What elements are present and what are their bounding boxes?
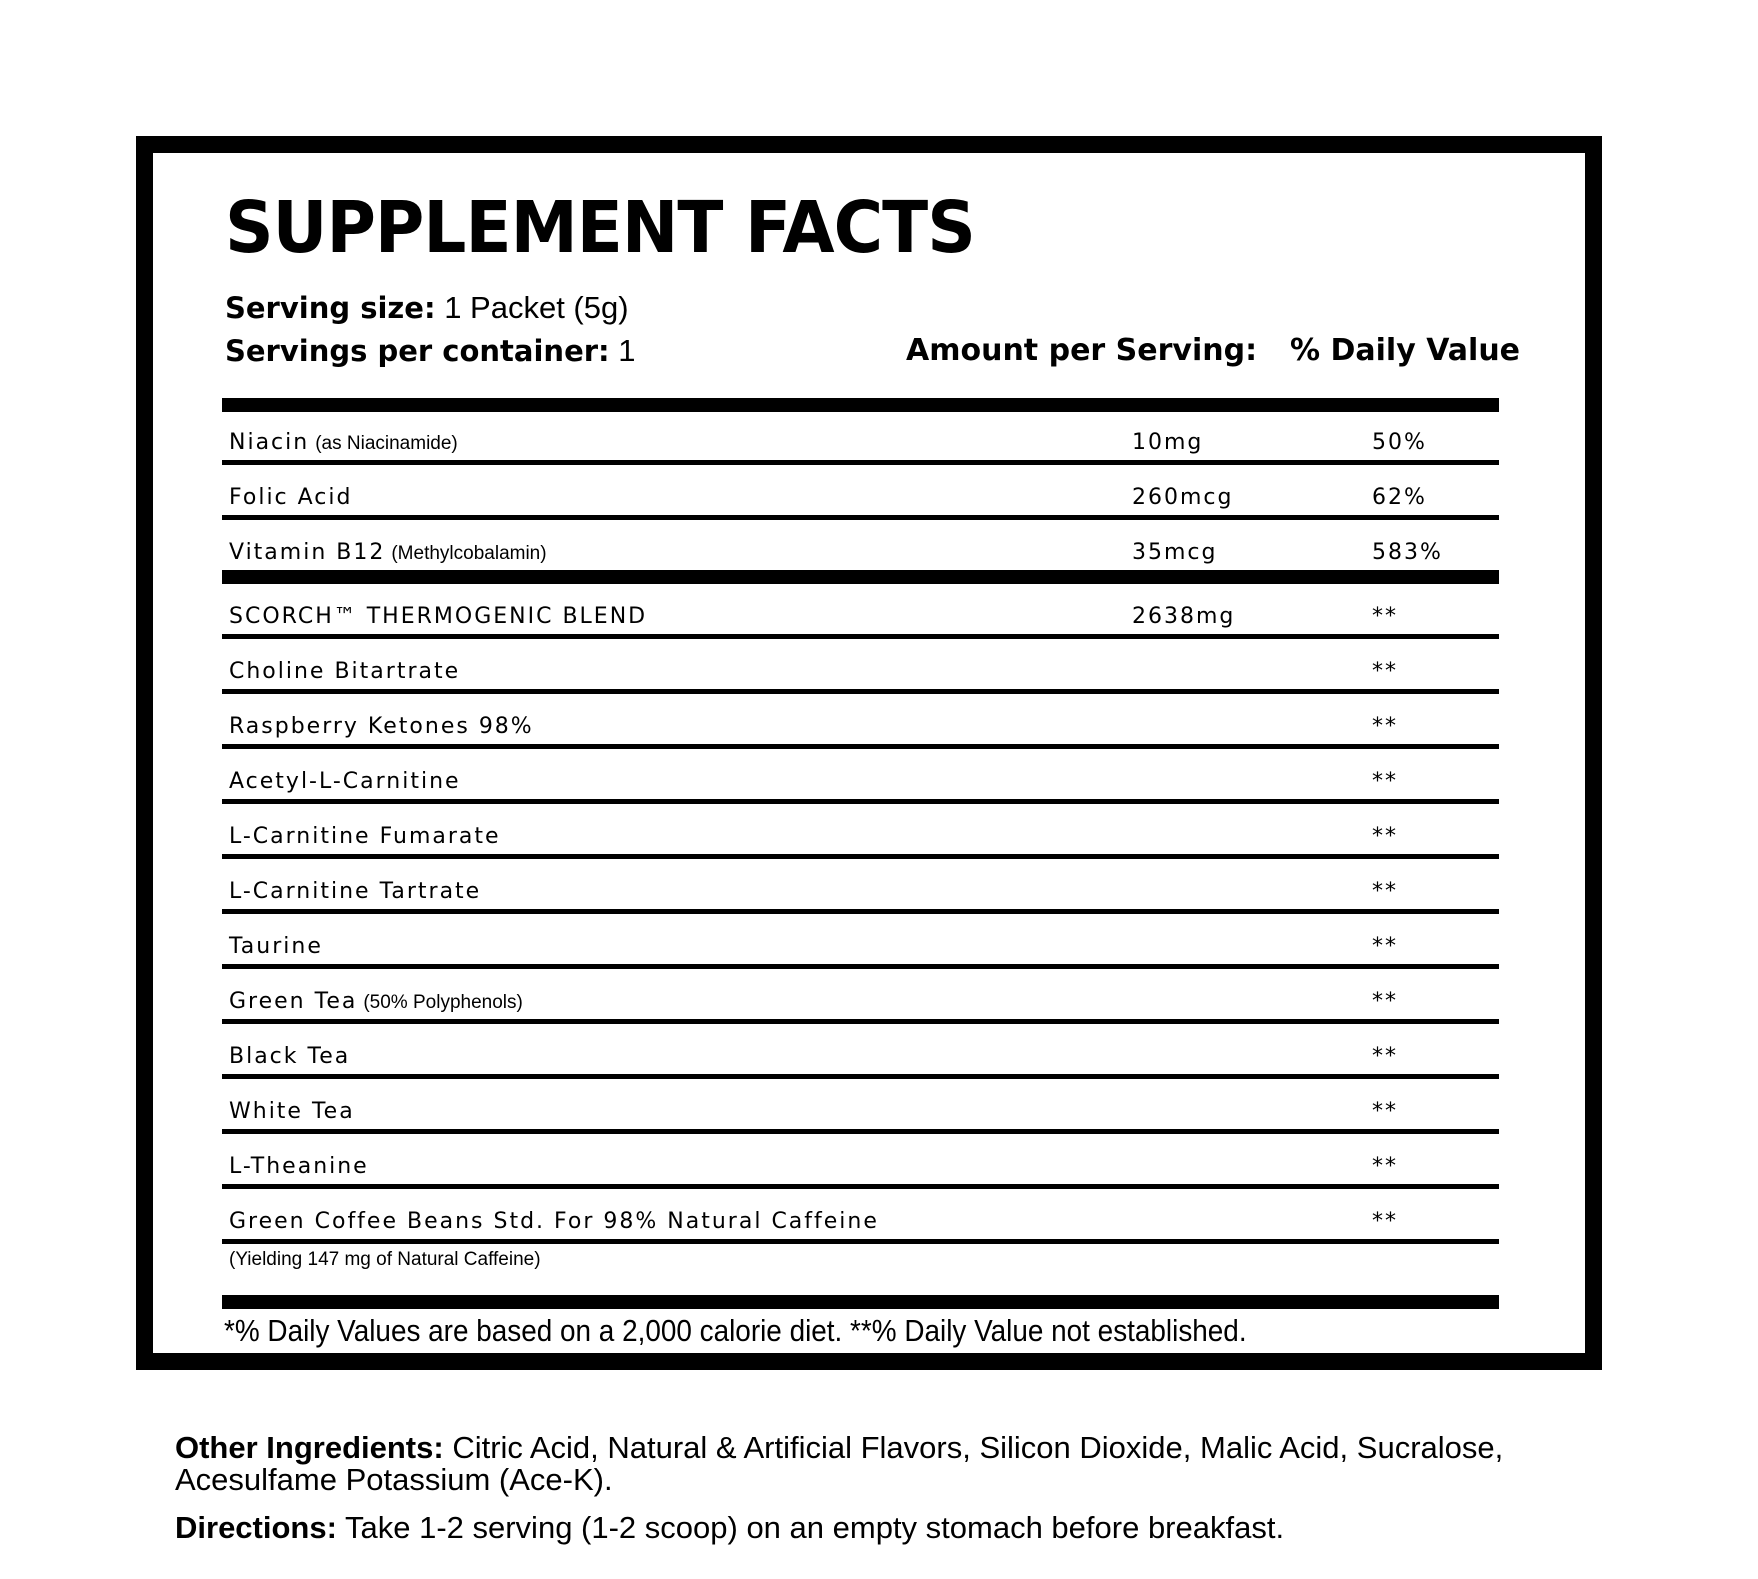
nutrient-daily-value: ** xyxy=(1372,879,1398,904)
nutrient-name xyxy=(229,822,501,852)
serving-size-value: 1 Packet (5g) xyxy=(444,290,629,325)
nutrient-daily-value: ** xyxy=(1372,769,1398,794)
table-rule xyxy=(222,1129,1499,1134)
nutrient-source: (Methylcobalamin) xyxy=(391,543,547,564)
nutrient-label: SCORCH™ THERMOGENIC BLEND xyxy=(229,604,648,629)
table-rule xyxy=(222,799,1499,804)
nutrient-name xyxy=(229,932,323,962)
footnote: *% Daily Values are based on a 2,000 calorie diet. **% Daily Value not established. xyxy=(224,1313,1247,1348)
nutrient-label: White Tea xyxy=(229,1099,355,1124)
nutrient-daily-value: ** xyxy=(1372,989,1398,1014)
nutrient-label: L-Carnitine Fumarate xyxy=(229,824,501,849)
table-rule xyxy=(222,1184,1499,1189)
servings-per-container xyxy=(225,333,636,369)
table-rule xyxy=(222,1019,1499,1024)
nutrient-daily-value: ** xyxy=(1372,1209,1398,1234)
nutrient-daily-value: 583% xyxy=(1372,540,1443,565)
nutrient-label: Raspberry Ketones 98% xyxy=(229,714,534,739)
table-rule xyxy=(222,398,1499,412)
nutrient-label: Vitamin B12 xyxy=(229,540,386,565)
directions-label: Directions: xyxy=(175,1510,337,1545)
table-rule xyxy=(222,1239,1499,1244)
nutrient-label: Green Tea xyxy=(229,989,358,1014)
nutrient-daily-value: ** xyxy=(1372,714,1398,739)
daily-value-header: % Daily Value xyxy=(1290,333,1521,368)
nutrient-label: Black Tea xyxy=(229,1044,351,1069)
nutrient-daily-value: ** xyxy=(1372,1044,1398,1069)
nutrient-label: Choline Bitartrate xyxy=(229,659,461,684)
nutrient-daily-value: 50% xyxy=(1372,430,1427,455)
nutrient-name xyxy=(229,657,460,687)
nutrient-label: Taurine xyxy=(229,934,323,959)
nutrient-amount: 35mcg xyxy=(1132,540,1218,565)
table-rule xyxy=(222,515,1499,520)
nutrient-amount: 2638mg xyxy=(1132,604,1236,629)
nutrient-name xyxy=(229,1207,879,1237)
amount-header: Amount per Serving: xyxy=(906,333,1258,368)
nutrient-name xyxy=(229,1152,369,1182)
serving-size-label: Serving size: xyxy=(225,291,436,325)
table-rule xyxy=(222,909,1499,914)
nutrient-name xyxy=(229,538,547,569)
nutrient-daily-value: ** xyxy=(1372,659,1398,684)
nutrient-source: (50% Polyphenols) xyxy=(363,992,523,1013)
nutrient-name xyxy=(229,483,352,513)
nutrient-name xyxy=(229,1097,355,1127)
nutrient-label: Niacin xyxy=(229,430,310,455)
nutrient-amount: 260mcg xyxy=(1132,485,1234,510)
table-rule xyxy=(222,1295,1499,1309)
serving-size xyxy=(225,290,629,326)
nutrient-daily-value: ** xyxy=(1372,604,1398,629)
table-rule xyxy=(222,460,1499,465)
nutrient-label: Folic Acid xyxy=(229,485,353,510)
panel-title: SUPPLEMENT FACTS xyxy=(225,186,975,269)
nutrient-name xyxy=(229,602,647,632)
nutrient-label: L-Carnitine Tartrate xyxy=(229,879,482,904)
nutrient-source: (as Niacinamide) xyxy=(315,433,458,454)
table-rule xyxy=(222,854,1499,859)
directions xyxy=(175,1512,1595,1544)
nutrient-label: Green Coffee Beans Std. For 98% Natural Caffeine xyxy=(229,1209,879,1234)
other-ingredients-label: Other Ingredients: xyxy=(175,1430,444,1465)
nutrient-daily-value: ** xyxy=(1372,934,1398,959)
nutrient-amount: 10mg xyxy=(1132,430,1204,455)
table-rule xyxy=(222,634,1499,639)
nutrient-name xyxy=(229,712,534,742)
table-rule xyxy=(222,570,1499,584)
table-rule xyxy=(222,689,1499,694)
nutrient-name xyxy=(229,428,458,459)
other-ingredients xyxy=(175,1432,1595,1496)
other-ingredients-text: Citric Acid, Natural & Artificial Flavors, Silicon Dioxide, Malic Acid, Sucralose, Acesulfame Potassium (Ace-K). xyxy=(175,1430,1504,1497)
nutrient-name xyxy=(229,987,523,1018)
yield-note: (Yielding 147 mg of Natural Caffeine) xyxy=(229,1249,541,1270)
nutrient-name xyxy=(229,877,481,907)
table-rule xyxy=(222,1074,1499,1079)
nutrient-daily-value: 62% xyxy=(1372,485,1427,510)
nutrient-name xyxy=(229,767,461,797)
table-rule xyxy=(222,744,1499,749)
nutrient-daily-value: ** xyxy=(1372,1154,1398,1179)
nutrient-label: Acetyl-L-Carnitine xyxy=(229,769,461,794)
nutrient-daily-value: ** xyxy=(1372,1099,1398,1124)
servings-per-container-label: Servings per container: xyxy=(225,334,610,368)
directions-text: Take 1-2 serving (1-2 scoop) on an empty stomach before breakfast. xyxy=(344,1510,1285,1545)
nutrient-daily-value: ** xyxy=(1372,824,1398,849)
nutrient-label: L-Theanine xyxy=(229,1154,369,1179)
servings-per-container-value: 1 xyxy=(618,333,636,368)
nutrient-name xyxy=(229,1042,350,1072)
table-rule xyxy=(222,964,1499,969)
